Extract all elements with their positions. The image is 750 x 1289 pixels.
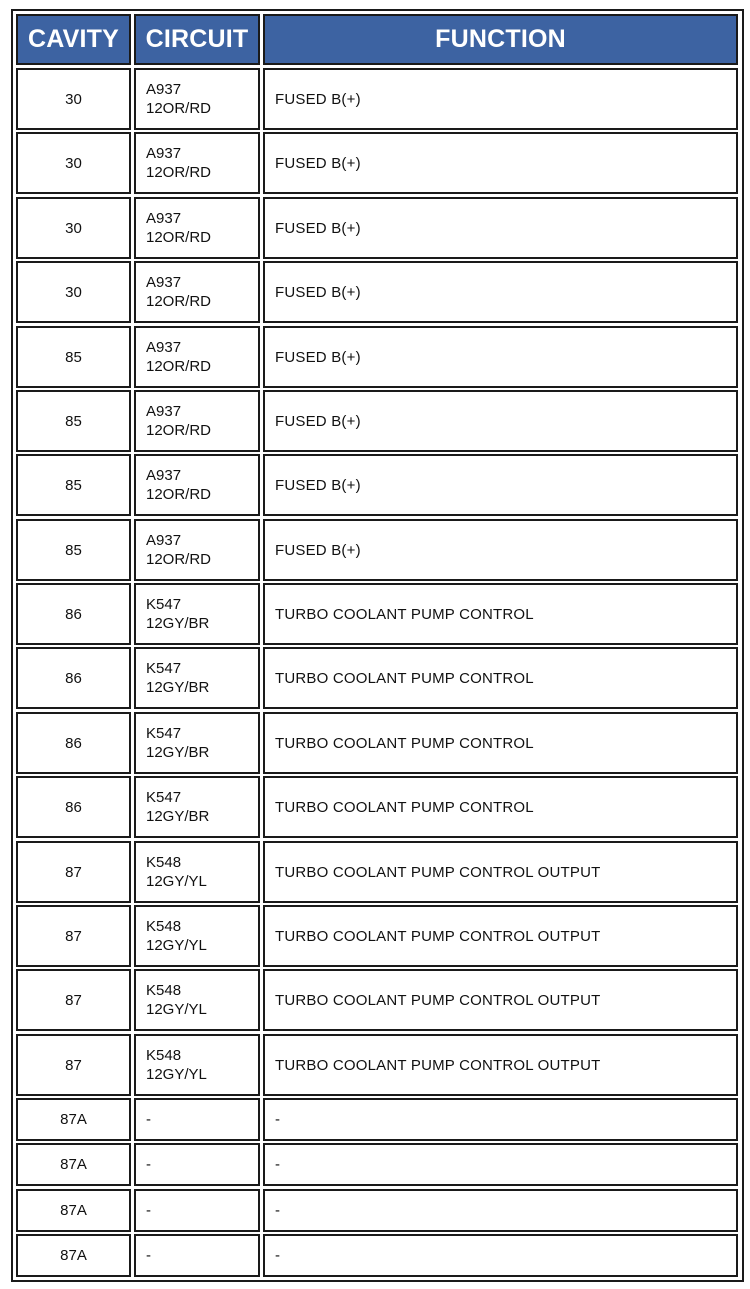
circuit-cell [134, 326, 260, 388]
cavity-cell: 86 [16, 712, 131, 774]
cavity-cell: 87A [16, 1098, 131, 1141]
cavity-cell: 87 [16, 969, 131, 1031]
circuit-cell [134, 583, 260, 645]
circuit-cell [134, 390, 260, 452]
circuit-cell [134, 1034, 260, 1096]
circuit-id: A937 [146, 467, 182, 484]
function-cell [263, 1189, 738, 1232]
circuit-id: K548 [146, 854, 182, 871]
circuit-cell [134, 1143, 260, 1186]
function-text: TURBO COOLANT PUMP CONTROL [275, 605, 534, 623]
circuit-id: - [146, 1202, 151, 1219]
function-text: TURBO COOLANT PUMP CONTROL [275, 669, 534, 687]
circuit-cell [134, 969, 260, 1031]
circuit-cell [134, 132, 260, 194]
function-text: FUSED B(+) [275, 348, 361, 366]
circuit-cell [134, 1098, 260, 1141]
function-cell [263, 197, 738, 259]
circuit-wire-spec: 12GY/BR [146, 744, 210, 761]
circuit-id: A937 [146, 81, 182, 98]
function-text: FUSED B(+) [275, 90, 361, 108]
circuit-id: K548 [146, 918, 182, 935]
function-text: TURBO COOLANT PUMP CONTROL OUTPUT [275, 991, 601, 1009]
circuit-cell [134, 647, 260, 709]
function-cell [263, 1034, 738, 1096]
function-text: FUSED B(+) [275, 412, 361, 430]
cavity-cell: 30 [16, 261, 131, 323]
circuit-id: A937 [146, 145, 182, 162]
function-cell [263, 1234, 738, 1277]
function-text: - [275, 1247, 281, 1264]
circuit-id: K547 [146, 789, 182, 806]
function-cell [263, 1098, 738, 1141]
circuit-cell [134, 68, 260, 130]
circuit-wire-spec: 12OR/RD [146, 358, 212, 375]
cavity-cell: 87A [16, 1143, 131, 1186]
cavity-cell: 87A [16, 1189, 131, 1232]
function-text: TURBO COOLANT PUMP CONTROL OUTPUT [275, 927, 601, 945]
function-text: TURBO COOLANT PUMP CONTROL OUTPUT [275, 863, 601, 881]
cavity-cell: 87 [16, 905, 131, 967]
function-cell [263, 261, 738, 323]
function-text: FUSED B(+) [275, 283, 361, 301]
circuit-wire-spec: 12GY/BR [146, 808, 210, 825]
circuit-id: A937 [146, 210, 182, 227]
function-cell [263, 841, 738, 903]
circuit-wire-spec: 12OR/RD [146, 229, 212, 246]
circuit-wire-spec: 12OR/RD [146, 422, 212, 439]
function-text: - [275, 1156, 281, 1173]
circuit-id: A937 [146, 532, 182, 549]
header-cavity: CAVITY [16, 14, 131, 65]
function-text: TURBO COOLANT PUMP CONTROL [275, 798, 534, 816]
cavity-cell: 87A [16, 1234, 131, 1277]
circuit-wire-spec: 12GY/YL [146, 1066, 207, 1083]
function-cell [263, 583, 738, 645]
circuit-cell [134, 1189, 260, 1232]
function-text: - [275, 1111, 281, 1128]
circuit-wire-spec: 12OR/RD [146, 486, 212, 503]
function-text: FUSED B(+) [275, 476, 361, 494]
function-cell [263, 132, 738, 194]
circuit-wire-spec: 12GY/YL [146, 937, 207, 954]
function-cell [263, 1143, 738, 1186]
function-cell [263, 326, 738, 388]
circuit-id: A937 [146, 339, 182, 356]
cavity-cell: 86 [16, 647, 131, 709]
circuit-id: K548 [146, 1047, 182, 1064]
function-cell [263, 905, 738, 967]
cavity-cell: 87 [16, 841, 131, 903]
function-cell [263, 519, 738, 581]
cavity-cell: 30 [16, 197, 131, 259]
cavity-cell: 85 [16, 326, 131, 388]
header-function: FUNCTION [263, 14, 738, 65]
circuit-id: K548 [146, 982, 182, 999]
circuit-cell [134, 519, 260, 581]
circuit-id: K547 [146, 660, 182, 677]
circuit-cell [134, 1234, 260, 1277]
circuit-cell [134, 454, 260, 516]
function-text: - [275, 1202, 281, 1219]
circuit-wire-spec: 12GY/BR [146, 679, 210, 696]
cavity-cell: 87 [16, 1034, 131, 1096]
circuit-wire-spec: 12GY/YL [146, 1001, 207, 1018]
circuit-id: K547 [146, 596, 182, 613]
circuit-cell [134, 776, 260, 838]
cavity-cell: 85 [16, 390, 131, 452]
circuit-id: - [146, 1156, 151, 1173]
circuit-cell [134, 905, 260, 967]
circuit-id: A937 [146, 403, 182, 420]
circuit-wire-spec: 12GY/BR [146, 615, 210, 632]
function-cell [263, 454, 738, 516]
function-text: FUSED B(+) [275, 541, 361, 559]
circuit-id: - [146, 1247, 151, 1264]
circuit-cell [134, 712, 260, 774]
function-cell [263, 776, 738, 838]
function-cell [263, 969, 738, 1031]
cavity-cell: 85 [16, 519, 131, 581]
header-circuit: CIRCUIT [134, 14, 260, 65]
function-cell [263, 647, 738, 709]
function-cell [263, 68, 738, 130]
circuit-wire-spec: 12OR/RD [146, 293, 212, 310]
cavity-cell: 86 [16, 776, 131, 838]
circuit-cell [134, 261, 260, 323]
cavity-cell: 86 [16, 583, 131, 645]
circuit-cell [134, 197, 260, 259]
cavity-cell: 30 [16, 68, 131, 130]
function-cell [263, 712, 738, 774]
cavity-cell: 30 [16, 132, 131, 194]
circuit-wire-spec: 12OR/RD [146, 100, 212, 117]
circuit-wire-spec: 12OR/RD [146, 164, 212, 181]
cavity-cell: 85 [16, 454, 131, 516]
circuit-id: A937 [146, 274, 182, 291]
function-text: TURBO COOLANT PUMP CONTROL [275, 734, 534, 752]
function-text: FUSED B(+) [275, 219, 361, 237]
function-text: FUSED B(+) [275, 154, 361, 172]
circuit-id: K547 [146, 725, 182, 742]
circuit-wire-spec: 12OR/RD [146, 551, 212, 568]
circuit-wire-spec: 12GY/YL [146, 873, 207, 890]
circuit-cell [134, 841, 260, 903]
function-cell [263, 390, 738, 452]
function-text: TURBO COOLANT PUMP CONTROL OUTPUT [275, 1056, 601, 1074]
circuit-id: - [146, 1111, 151, 1128]
